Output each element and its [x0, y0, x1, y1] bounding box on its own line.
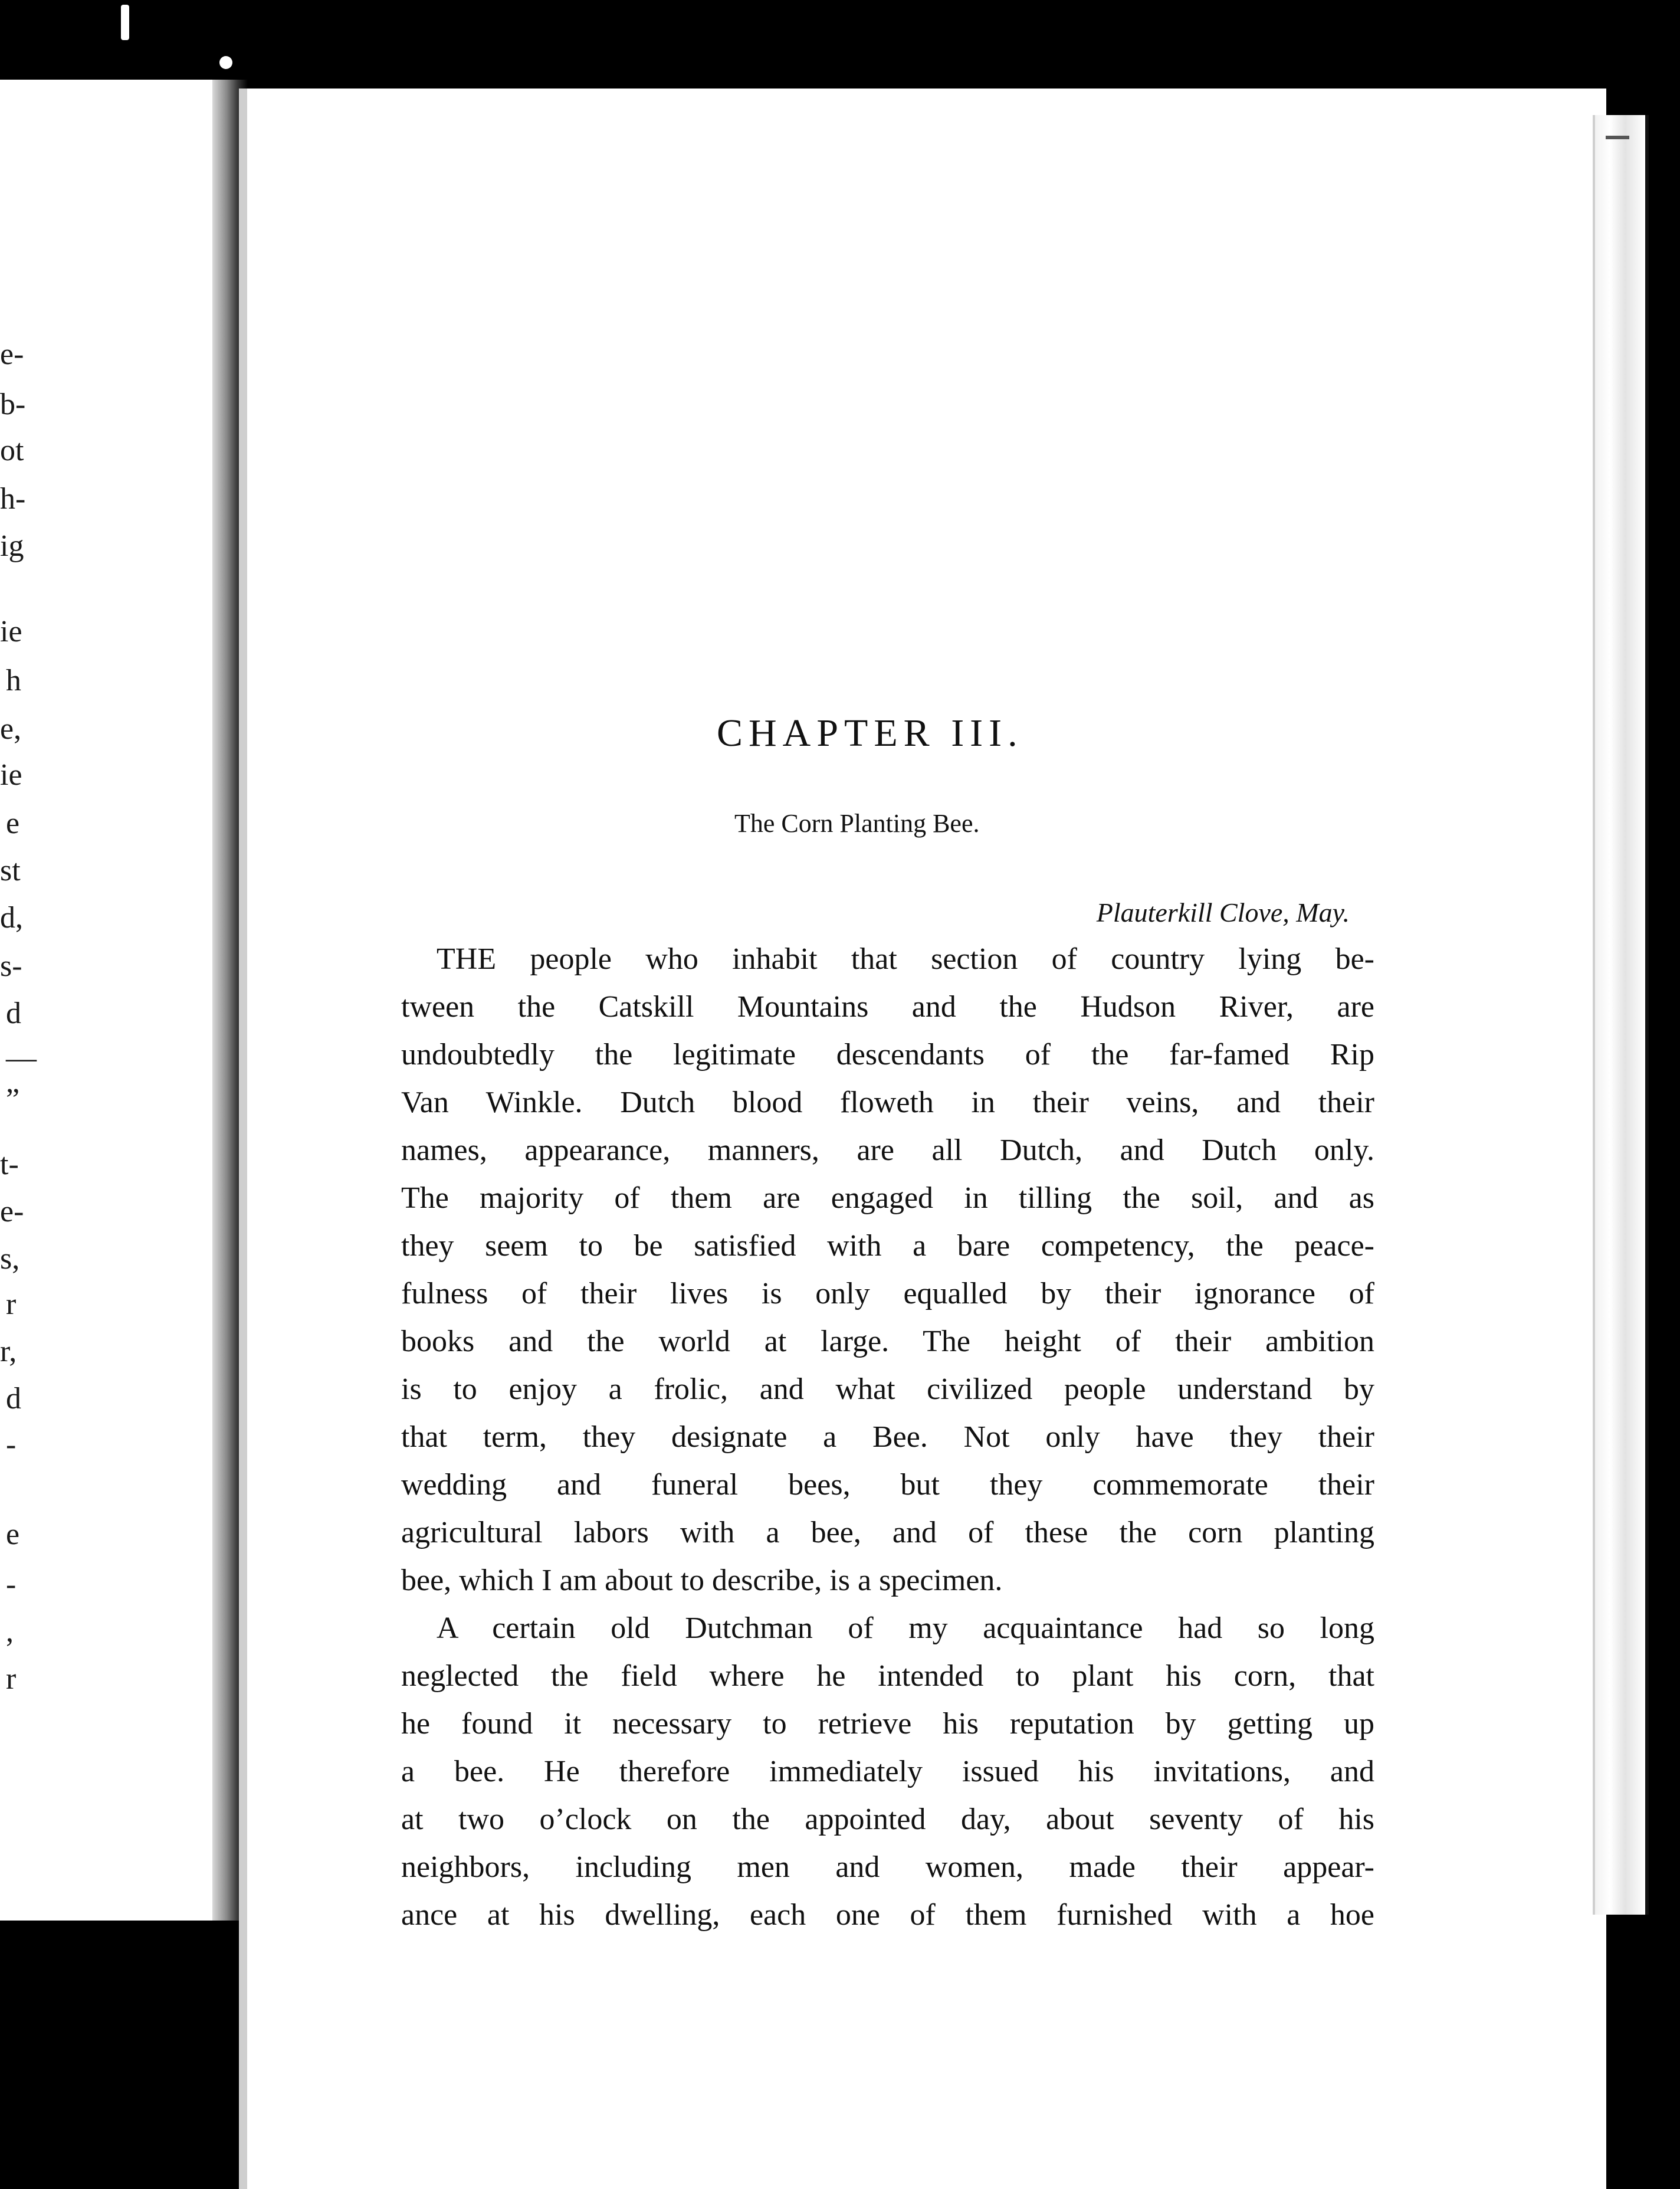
body-line: bee, which I am about to describe, is a specimen. [401, 1564, 1003, 1597]
body-line: agricultural labors with a bee, and of these the corn planting [401, 1516, 1374, 1549]
left-page-fragment: e, [0, 712, 22, 746]
body-line: they seem to be satisfied with a bare competency, the peace- [401, 1229, 1374, 1263]
left-page-fragment: - [6, 1428, 17, 1461]
left-page-fragment: d [6, 997, 21, 1030]
left-page-fragment: , [6, 1615, 14, 1649]
scan-speck [121, 5, 129, 40]
left-page-fragment: r [6, 1662, 17, 1696]
left-page-fragment: ot [0, 434, 24, 467]
body-line: ance at his dwelling, each one of them furnished with a hoe [401, 1898, 1374, 1932]
left-page-fragment: s, [0, 1242, 20, 1276]
body-line: wedding and funeral bees, but they commemorate their [401, 1468, 1374, 1502]
body-line: undoubtedly the legitimate descendants of the far-famed Rip [401, 1038, 1374, 1071]
left-page-fragment: ” [6, 1083, 20, 1116]
left-page-fragment: — [6, 1041, 37, 1075]
edge-mark [1606, 136, 1629, 139]
left-page-fragment: ie [0, 615, 22, 648]
left-page-fragment: s- [0, 949, 22, 983]
left-page-fragment: d [6, 1382, 21, 1415]
body-line: he found it necessary to retrieve his reputation by getting up [401, 1707, 1374, 1741]
body-line: tween the Catskill Mountains and the Hudson River, are [401, 990, 1374, 1024]
body-line: Van Winkle. Dutch blood floweth in their veins, and their [401, 1086, 1374, 1119]
body-line: A certain old Dutchman of my acquaintance had so long [437, 1611, 1374, 1645]
body-line: The majority of them are engaged in tilling the soil, and as [401, 1181, 1374, 1215]
left-page-fragment: r, [0, 1335, 17, 1368]
left-page-fragment: d, [0, 901, 23, 935]
left-page-fragment: h- [0, 482, 26, 516]
left-page-fragment: t- [0, 1148, 19, 1181]
left-facing-page [0, 80, 219, 1921]
left-page-fragment: st [0, 854, 21, 887]
scan-speck [219, 56, 232, 69]
left-page-fragment: h [6, 664, 21, 697]
body-line: is to enjoy a frolic, and what civilized people understand by [401, 1372, 1374, 1406]
left-page-fragment: ig [0, 529, 24, 563]
chapter-subtitle: The Corn Planting Bee. [734, 809, 980, 838]
body-line: a bee. He therefore immediately issued his invitations, and [401, 1755, 1374, 1788]
left-page-fragment: b- [0, 388, 26, 421]
chapter-title: CHAPTER III. [717, 712, 1023, 755]
left-page-fragment: e- [0, 1195, 24, 1228]
page-edge [1593, 115, 1649, 1915]
left-page-fragment: e- [0, 337, 24, 371]
body-line: fulness of their lives is only equalled by their ignorance of [401, 1277, 1374, 1310]
dateline: Plauterkill Clove, May. [1096, 897, 1350, 928]
body-line: neglected the field where he intended to plant his corn, that [401, 1659, 1374, 1693]
body-line: that term, they designate a Bee. Not only have they their [401, 1420, 1374, 1454]
body-line: THE people who inhabit that section of country lying be- [437, 942, 1374, 976]
left-page-fragment: e [6, 1518, 20, 1551]
left-page-fragment: e [6, 807, 20, 840]
body-line: books and the world at large. The height of their ambition [401, 1325, 1374, 1358]
left-page-fragment: ie [0, 758, 22, 792]
left-page-fragment: - [6, 1568, 17, 1601]
body-line: at two o’clock on the appointed day, about seventy of his [401, 1803, 1374, 1836]
body-line: neighbors, including men and women, made their appear- [401, 1850, 1374, 1884]
body-line: names, appearance, manners, are all Dutch, and Dutch only. [401, 1133, 1374, 1167]
left-page-fragment: r [6, 1287, 17, 1321]
